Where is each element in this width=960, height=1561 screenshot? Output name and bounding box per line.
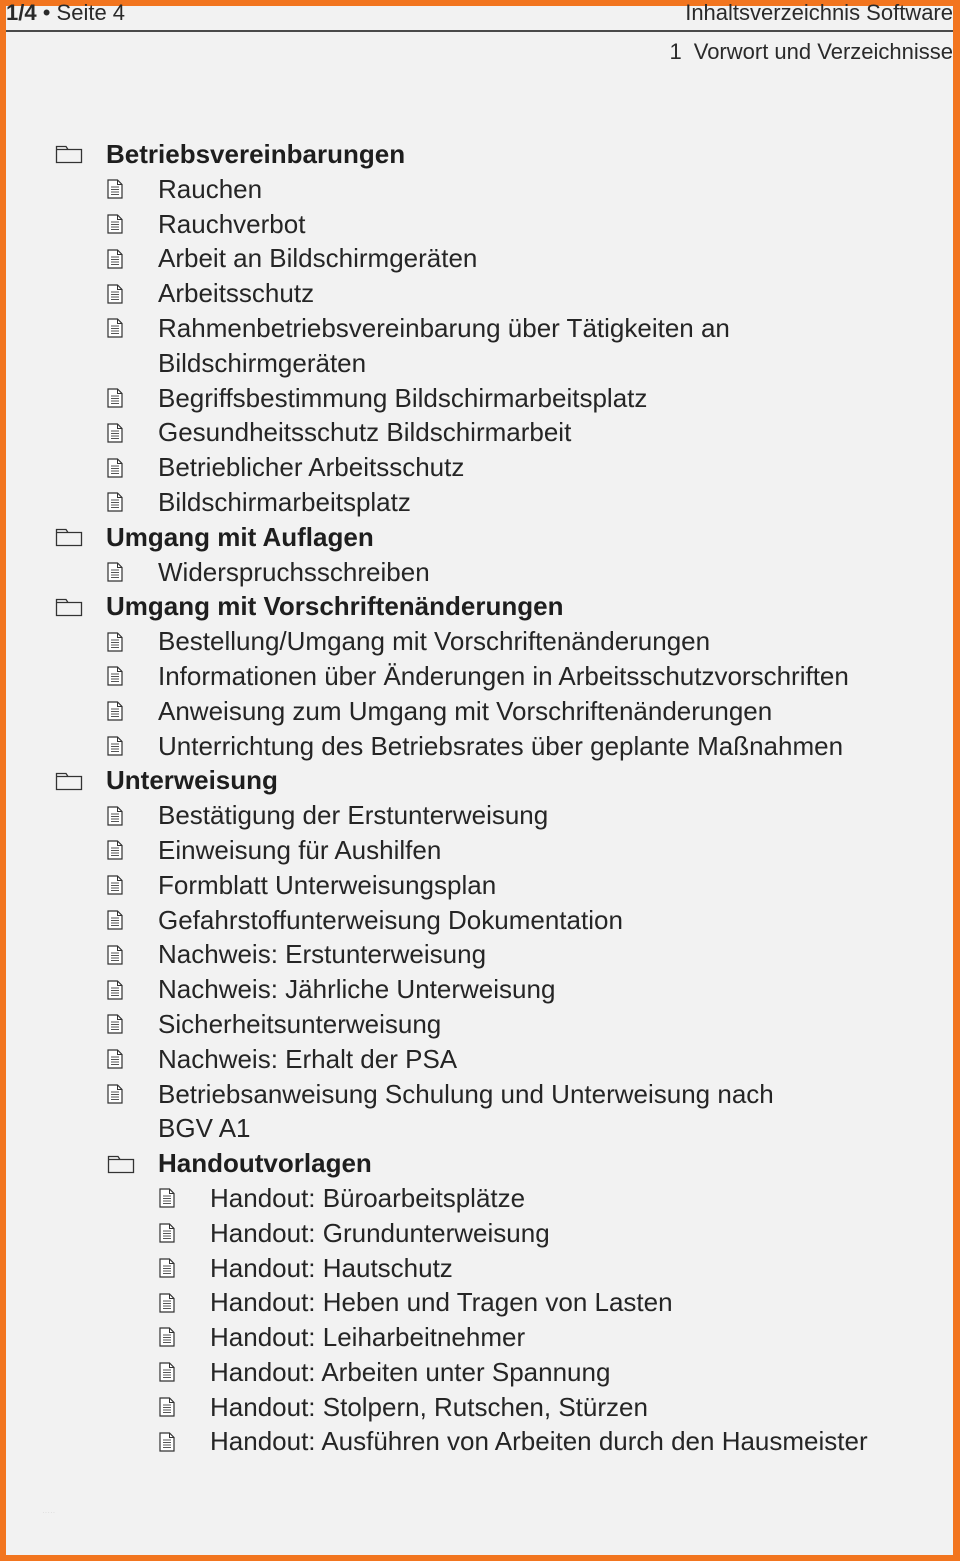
toc-document-row <box>0 1077 953 1112</box>
document-icon <box>107 485 123 520</box>
document-icon <box>107 450 123 485</box>
document-icon <box>107 311 123 346</box>
toc-entry-label: Arbeitsschutz <box>158 278 315 309</box>
toc-entry-label: Nachweis: Jährliche Unterweisung <box>158 974 556 1005</box>
document-icon <box>107 241 123 276</box>
toc-entry-label: Handout: Büroarbeitsplätze <box>210 1182 526 1213</box>
toc-document-row <box>0 450 953 485</box>
toc-entry-label: Arbeit an Bildschirmgeräten <box>158 243 478 274</box>
document-icon <box>107 659 123 694</box>
document-icon <box>159 1355 175 1390</box>
toc-entry-label: Bestellung/Umgang mit Vorschriftenänderungen <box>158 626 711 657</box>
toc-document-row <box>0 1042 953 1077</box>
toc-document-row <box>0 659 953 694</box>
toc-document-row <box>0 972 953 1007</box>
chapter-heading <box>669 38 953 66</box>
toc-entry-label: Handout: Leiharbeitnehmer <box>210 1322 526 1353</box>
document-icon <box>107 868 123 903</box>
page-label <box>6 0 125 26</box>
folder-icon <box>55 137 83 172</box>
toc-document-row <box>0 311 953 346</box>
toc-entry-label: Nachweis: Erhalt der PSA <box>158 1043 458 1074</box>
page-word: • Seite 4 <box>42 0 126 25</box>
document-icon <box>107 972 123 1007</box>
toc-document-row <box>0 937 953 972</box>
document-icon <box>107 555 123 590</box>
toc-folder-row <box>0 589 953 624</box>
toc-document-row <box>0 833 953 868</box>
document-icon <box>107 1042 123 1077</box>
toc-document-row <box>0 1320 953 1355</box>
toc-entry-label: Einweisung für Aushilfen <box>158 834 442 865</box>
toc-folder-row <box>0 763 953 798</box>
toc-document-row <box>0 415 953 450</box>
toc-entry-label: Betriebsanweisung Schulung und Unterweisung nach <box>158 1078 774 1109</box>
toc-document-row <box>0 207 953 242</box>
toc-document-row <box>0 1181 953 1216</box>
toc-entry-label: Formblatt Unterweisungsplan <box>158 869 497 900</box>
toc-document-row <box>0 555 953 590</box>
toc-document-row <box>0 276 953 311</box>
document-icon <box>107 694 123 729</box>
toc-entry-label: Anweisung zum Umgang mit Vorschriftenänderungen <box>158 695 773 726</box>
document-icon <box>159 1424 175 1459</box>
toc-document-row <box>0 1424 953 1459</box>
document-icon <box>107 172 123 207</box>
toc-entry-label: Handout: Heben und Tragen von Lasten <box>210 1287 673 1318</box>
toc-folder-row <box>0 137 953 172</box>
toc-entry-label: Handout: Grundunterweisung <box>210 1217 550 1248</box>
table-of-contents <box>0 137 953 1459</box>
document-icon <box>107 903 123 938</box>
document-icon <box>159 1181 175 1216</box>
toc-entry-label: Handout: Hautschutz <box>210 1252 453 1283</box>
document-icon <box>159 1216 175 1251</box>
toc-entry-label: Handoutvorlagen <box>158 1148 372 1179</box>
document-icon <box>107 798 123 833</box>
toc-folder-row <box>0 1146 953 1181</box>
toc-entry-label: Handout: Ausführen von Arbeiten durch den Hausmeister <box>210 1426 868 1457</box>
document-icon <box>107 937 123 972</box>
page-number: 1/4 <box>6 0 37 25</box>
toc-document-row <box>0 798 953 833</box>
document-icon <box>159 1320 175 1355</box>
toc-entry-label: Unterrichtung des Betriebsrates über geplante Maßnahmen <box>158 730 844 761</box>
folder-icon <box>55 589 83 624</box>
toc-entry-label: Bildschirmgeräten <box>158 347 367 378</box>
chapter-title: Vorwort und Verzeichnisse <box>693 39 953 64</box>
toc-entry-label: Rauchen <box>158 173 263 204</box>
toc-document-row <box>0 694 953 729</box>
document-icon <box>159 1285 175 1320</box>
document-icon <box>107 1007 123 1042</box>
header-rule <box>6 30 953 32</box>
document-icon <box>107 729 123 764</box>
toc-folder-row <box>0 520 953 555</box>
toc-document-row <box>0 1216 953 1251</box>
toc-entry-label: Betrieblicher Arbeitsschutz <box>158 452 465 483</box>
document-icon <box>107 1077 123 1112</box>
toc-entry-label: Begriffsbestimmung Bildschirmarbeitsplatz <box>158 382 648 413</box>
toc-entry-label: Bildschirmarbeitsplatz <box>158 486 411 517</box>
toc-entry-label: Handout: Arbeiten unter Spannung <box>210 1356 611 1387</box>
watermark: ····· <box>42 1508 56 1517</box>
toc-document-row <box>0 624 953 659</box>
toc-document-row <box>0 485 953 520</box>
toc-entry-label: Gesundheitsschutz Bildschirmarbeit <box>158 417 572 448</box>
toc-entry-label: BGV A1 <box>158 1113 251 1144</box>
toc-document-row <box>0 868 953 903</box>
document-icon <box>107 276 123 311</box>
folder-icon <box>107 1146 135 1181</box>
toc-document-row <box>0 1285 953 1320</box>
chapter-number: 1 <box>669 39 682 64</box>
toc-entry-label: Unterweisung <box>106 765 278 796</box>
document-icon <box>159 1390 175 1425</box>
folder-icon <box>55 763 83 798</box>
toc-entry-label: Rauchverbot <box>158 208 306 239</box>
toc-entry-label: Sicherheitsunterweisung <box>158 1008 442 1039</box>
toc-document-row <box>0 172 953 207</box>
toc-document-row <box>0 1251 953 1286</box>
toc-document-row <box>0 903 953 938</box>
toc-entry-label: Betriebsvereinbarungen <box>106 139 406 169</box>
toc-entry-label: Umgang mit Auflagen <box>106 521 374 552</box>
toc-entry-label: Bestätigung der Erstunterweisung <box>158 800 549 831</box>
folder-icon <box>55 520 83 555</box>
document-icon <box>107 381 123 416</box>
toc-entry-label: Nachweis: Erstunterweisung <box>158 939 487 970</box>
document-icon <box>159 1251 175 1286</box>
toc-document-row <box>0 1390 953 1425</box>
toc-row-continuation <box>0 346 953 381</box>
document-icon <box>107 833 123 868</box>
toc-entry-label: Widerspruchsschreiben <box>158 556 430 587</box>
toc-entry-label: Gefahrstoffunterweisung Dokumentation <box>158 904 623 935</box>
toc-entry-label: Rahmenbetriebsvereinbarung über Tätigkeiten an <box>158 312 730 343</box>
document-icon <box>107 207 123 242</box>
toc-document-row <box>0 729 953 764</box>
document-icon <box>107 415 123 450</box>
document-title: Inhaltsverzeichnis Software <box>685 0 953 25</box>
toc-document-row <box>0 1355 953 1390</box>
toc-entry-label: Informationen über Änderungen in Arbeitsschutzvorschriften <box>158 660 849 691</box>
toc-document-row <box>0 241 953 276</box>
toc-row-continuation <box>0 1111 953 1146</box>
toc-document-row <box>0 381 953 416</box>
document-icon <box>107 624 123 659</box>
toc-entry-label: Handout: Stolpern, Rutschen, Stürzen <box>210 1391 648 1422</box>
toc-document-row <box>0 1007 953 1042</box>
toc-entry-label: Umgang mit Vorschriftenänderungen <box>106 591 564 622</box>
